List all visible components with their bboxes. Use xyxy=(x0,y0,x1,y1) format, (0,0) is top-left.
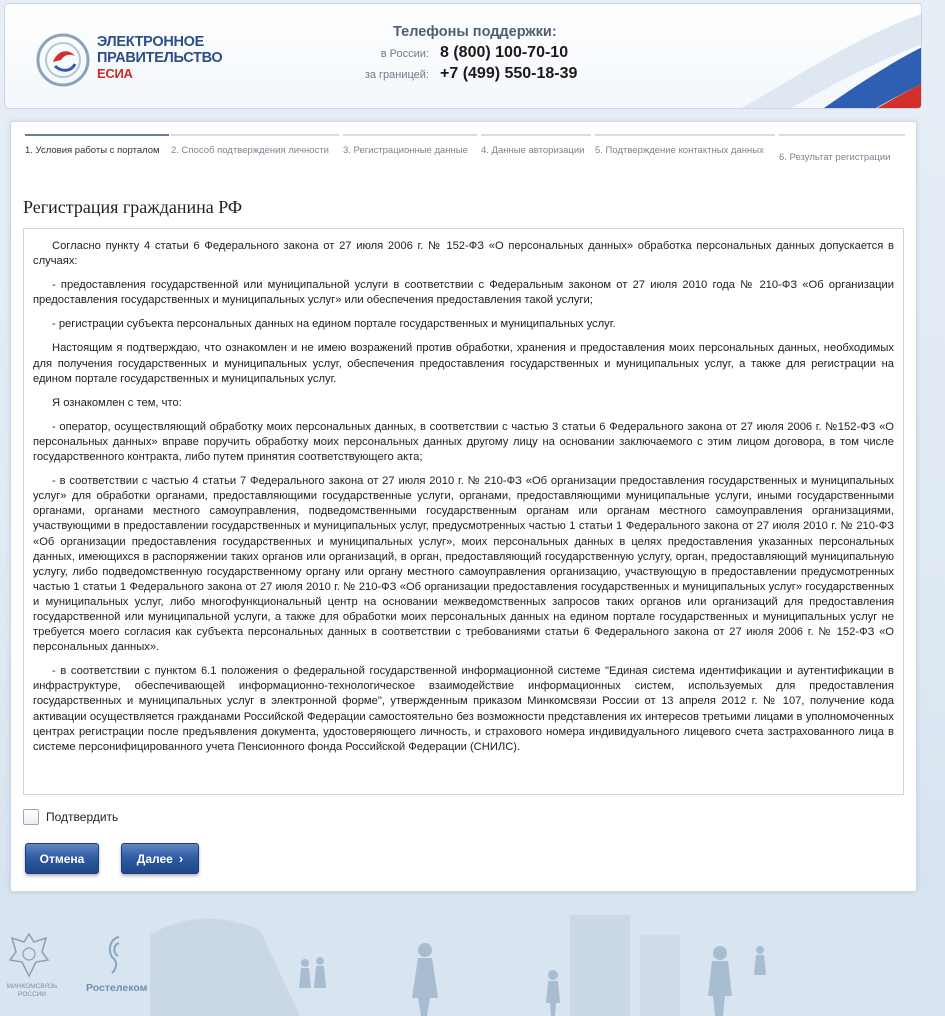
phone-row-russia xyxy=(345,44,605,64)
phone-number: +7 (499) 550-18-39 xyxy=(440,65,578,82)
registration-panel xyxy=(10,121,917,892)
next-button[interactable] xyxy=(121,843,199,874)
step-1: 1. Условия работы с порталом xyxy=(25,134,169,180)
ministry-line-1: МИНКОМСВЯЗЬ xyxy=(6,983,58,990)
rostelecom-label: Ростелеком xyxy=(86,982,148,994)
agreement-paragraph: Я ознакомлен с тем, что: xyxy=(52,396,182,409)
logo-esia: ЕСИА xyxy=(97,66,133,81)
agreement-paragraph: - предоставления государственной или муниципальной услуги в соответствии с Федеральным законом от 27 июля 2010 года № 210-ФЗ «Об организации предоставления государственных и муниципальных услуг» или обеспечения предоставления такой услуги; xyxy=(33,279,894,307)
logo-wordmark xyxy=(97,34,222,82)
ministry-label xyxy=(3,983,61,999)
step-2: 2. Способ подтверждения личности xyxy=(171,134,339,180)
progress-steps xyxy=(25,134,905,184)
footer-illustration xyxy=(0,895,945,1016)
phone-number: 8 (800) 100-70-10 xyxy=(440,44,569,61)
agreement-text[interactable] xyxy=(23,228,904,795)
chevron-right-icon: › xyxy=(178,851,184,866)
step-4: 4. Данные авторизации xyxy=(481,134,591,180)
phone-label: в России: xyxy=(380,48,429,60)
ministry-line-2: РОССИИ xyxy=(18,991,46,998)
site-header xyxy=(4,3,922,109)
logo-line-1: ЭЛЕКТРОННОЕ xyxy=(97,34,205,50)
agreement-paragraph: - в соответствии с частью 4 статьи 7 Федерального закона от 27 июля 2010 г. № 210-ФЗ «Об организации предоставления государственных и муниципальных услуг» для обработки органами, предоставляющими государственные услуги, органами, предоставляющими муниципальные услуги, иными государственными органами, органами местного самоуправления, подведомственными государственным органам или органам местного самоуправления организациями, участвующими в предоставлении государственных и муниципальных услуг, предусмотренных частью 1 статьи 1 Федерального закона от 27 июля 2010 г. № 210-ФЗ «Об организации предоставления государственных и муниципальных услуг», моих персональных данных в целях предоставления указанных персональных данных, имеющихся в распоряжении таких органов или организаций, в орган, предоставляющий государственную услугу, орган, предоставляющий муниципальную услугу, либо подведомственную государственному органу или органу местного самоуправления организацию, участвующую в предоставлении предусмотренных частью 1 статьи 1 Федерального закона от 27 июля 2010 г. № 210-ФЗ «Об организации предоставления государственных и муниципальных услуг» государственных и муниципальных услуг, либо многофункциональный центр на основании межведомственных запросов таких органов или организаций для предоставления государственной или муниципальной услуги, а также для обработки моих персональных данных на едином портале государственных и муниципальных услуг не требуется моего согласия как субъекта персональных данных в соответствии с требованиями статьи 6 Федерального закона от 27 июля 2006 г. № 152-ФЗ «О персональных данных». xyxy=(33,475,894,654)
step-6: 6. Результат регистрации xyxy=(779,134,905,180)
logo-line-2: ПРАВИТЕЛЬСТВО xyxy=(97,50,223,66)
cancel-button[interactable] xyxy=(25,843,99,874)
agreement-paragraph: - в соответствии с пунктом 6.1 положения о федеральной государственной информационной системе "Единая система идентификации и аутентификации в инфраструктуре, обеспечивающей информационно-технологическое взаимодействие информационных систем, используемых для предоставления государственных и муниципальных услуг в электронной форме", утвержденным приказом Минкомсвязи России от 13 апреля 2012 г. № 107, получение кода активации осуществляется гражданами Российской Федерации самостоятельно без возможности представления их интересов третьими лицами в уполномоченных центрах регистрации после предъявления документа, удостоверяющего личность, и страхового номера индивидуального лицевого счета застрахованного лица в системе персонифицированного учета Пенсионного фонда Российской Федерации (СНИЛС). xyxy=(33,665,894,753)
page-title: Регистрация гражданина РФ xyxy=(23,197,243,217)
phone-label: за границей: xyxy=(364,69,429,81)
agreement-paragraph: Согласно пункту 4 статьи 6 Федерального закона от 27 июля 2006 г. № 152-ФЗ «О персональных данных» обработка персональных данных допускается в случаях: xyxy=(33,240,894,268)
confirm-checkbox[interactable] xyxy=(23,809,39,825)
russian-flag-ribbon xyxy=(651,3,922,109)
phone-row-abroad xyxy=(345,65,605,85)
agreement-paragraph: - оператор, осуществляющий обработку моих персональных данных, в соответствии с частью 3 статьи 6 Федерального закона от 27 июля 2006 г. №152-ФЗ «О персональных данных» вправе поручить обработку моих персональных данных другому лицу на основании заключаемого с этим лицом договора, в том числе государственного контракта, либо путем принятия соответствующего акта; xyxy=(33,420,894,464)
agreement-paragraph: - регистрации субъекта персональных данных на едином портале государственных и муниципальных услуг. xyxy=(52,318,616,331)
agreement-paragraph: Настоящим я подтверждаю, что ознакомлен и не имею возражений против обработки, хранения и предоставления моих персональных данных, необходимых для получения государственных и муниципальных услуг, обеспечения предоставления государственных и муниципальных услуг, а также для регистрации на едином портале государственных и муниципальных услуг. xyxy=(33,342,894,385)
step-3: 3. Регистрационные данные xyxy=(343,134,477,180)
rostelecom-logo-icon xyxy=(104,935,134,975)
confirm-label[interactable]: Подтвердить xyxy=(46,810,119,824)
support-title: Телефоны поддержки: xyxy=(393,24,557,40)
russian-coat-of-arms-icon xyxy=(6,930,52,980)
cancel-button-label: Отмена xyxy=(39,851,85,866)
next-button-label: Далее xyxy=(136,851,173,866)
step-5: 5. Подтверждение контактных данных xyxy=(595,134,775,180)
gosuslugi-logo-icon xyxy=(35,32,91,88)
